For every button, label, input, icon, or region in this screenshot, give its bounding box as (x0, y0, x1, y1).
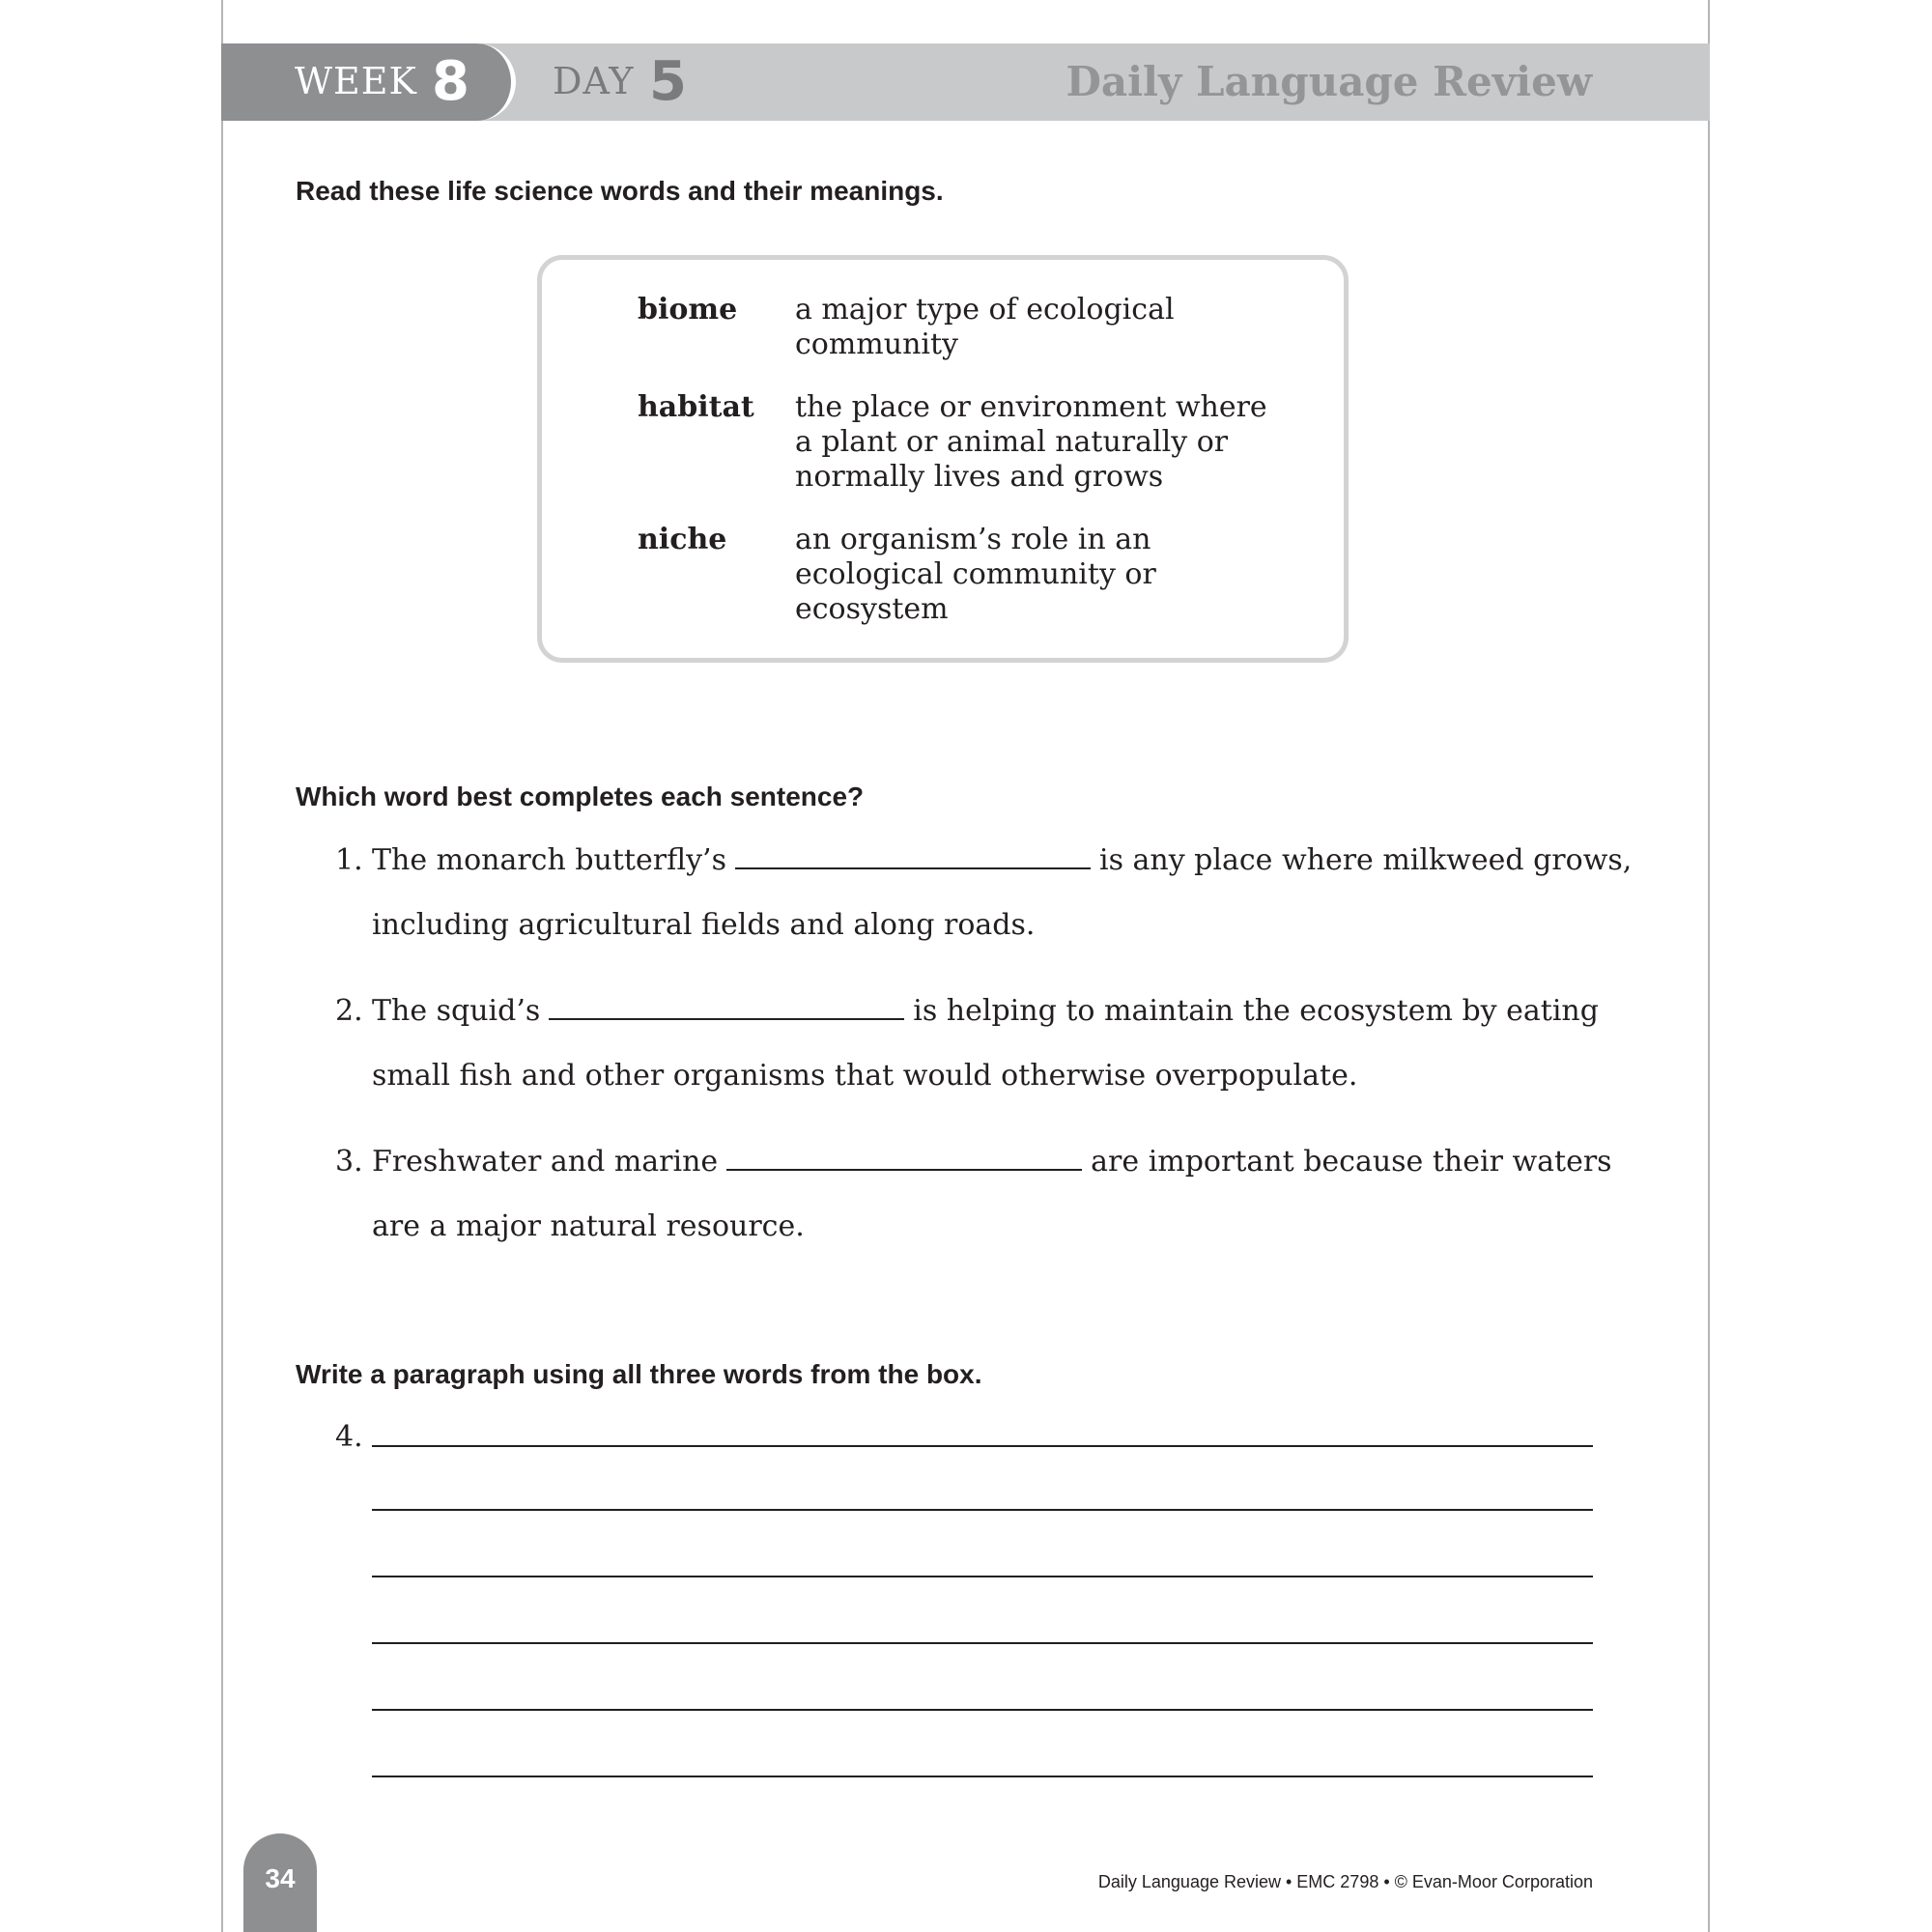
vocab-term: habitat (638, 390, 754, 424)
writing-line-5[interactable] (372, 1709, 1593, 1711)
day-label: DAY (553, 60, 635, 102)
vocab-definition: an organism’s role in an ecological community or ecosystem (795, 523, 1156, 626)
sentence-2-start: The squid’s (372, 994, 541, 1028)
page-border-left (221, 0, 223, 1932)
sentence-2-line-1 (372, 994, 1599, 1028)
writing-line-2[interactable] (372, 1509, 1593, 1511)
day-number: 5 (649, 50, 687, 113)
item-number-2: 2. (335, 994, 363, 1028)
sentence-2-end: is helping to maintain the ecosystem by eating (913, 994, 1599, 1028)
sentence-1-start: The monarch butterfly’s (372, 843, 726, 877)
sentence-3-start: Freshwater and marine (372, 1145, 719, 1179)
sentence-1-line-2: including agricultural fields and along roads. (372, 908, 1036, 942)
vocab-term: biome (638, 293, 738, 327)
answer-blank-2[interactable] (549, 1018, 904, 1020)
answer-blank-1[interactable] (735, 867, 1091, 869)
vocab-row-biome (638, 293, 1201, 362)
writing-line-6[interactable] (372, 1776, 1593, 1777)
instruction-which-word: Which word best completes each sentence? (296, 781, 865, 811)
item-number-1: 1. (335, 843, 363, 877)
item-number-3: 3. (335, 1145, 363, 1179)
instruction-write-paragraph: Write a paragraph using all three words from the box. (296, 1359, 982, 1389)
week-number: 8 (432, 50, 469, 113)
sentence-1-end: is any place where milkweed grows, (1098, 843, 1633, 877)
sentence-3-line-2: are a major natural resource. (372, 1209, 805, 1243)
footer-credit: Daily Language Review • EMC 2798 • © Evan-Moor Corporation (1097, 1872, 1593, 1891)
item-number-4: 4. (335, 1420, 363, 1454)
header-title: Daily Language Review (1065, 58, 1592, 105)
answer-blank-3[interactable] (726, 1169, 1082, 1171)
sentence-3-line-1 (372, 1145, 1612, 1179)
sentence-2-line-2: small fish and other organisms that would otherwise overpopulate. (372, 1059, 1358, 1093)
writing-line-4[interactable] (372, 1642, 1593, 1644)
vocab-definition: a major type of ecological community (795, 293, 1175, 361)
vocab-row-habitat (638, 390, 1268, 495)
sentence-3-end: are important because their waters (1091, 1145, 1612, 1179)
sentence-1-line-1 (372, 843, 1632, 877)
page-border-right (1708, 0, 1710, 1932)
week-label: WEEK (295, 60, 417, 102)
page-number: 34 (265, 1863, 296, 1893)
vocab-definition: the place or environment where a plant or animal naturally or normally lives and grows (795, 390, 1267, 494)
writing-line-3[interactable] (372, 1576, 1593, 1577)
writing-line-1[interactable] (372, 1445, 1593, 1447)
vocab-row-niche (638, 523, 1181, 627)
instruction-read-words: Read these life science words and their meanings. (296, 176, 944, 206)
vocab-term: niche (638, 523, 727, 556)
